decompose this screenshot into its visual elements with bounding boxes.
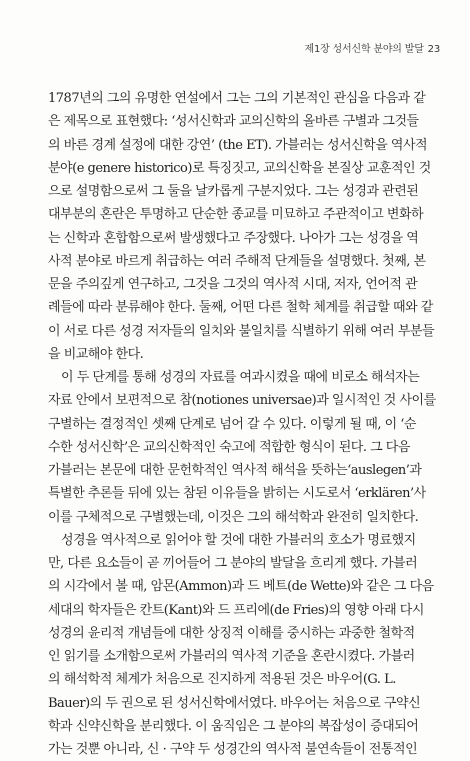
text-line: 이 서로 다른 성경 저자들의 일치와 불일치를 식별하기 위해 여러 부분들 (48, 323, 435, 339)
text-line: 수한 성서신학’은 교의신학적인 숙고에 적합한 형식이 된다. 그 다음 (48, 439, 410, 455)
text-line: 가는 것뿐 아니라, 신 · 구약 두 성경간의 역사적 불연속들이 전통적인 (48, 742, 418, 757)
text-line: 는 신학과 혼합함으로써 발생했다고 주장했다. 나아가 그는 성경을 역 (48, 230, 419, 246)
text-line: 만, 다른 요소들이 곧 끼어들어 그 분야의 발달을 흐리게 했다. 가블러 (48, 556, 418, 571)
text-line: 자료 안에서 보편적으로 참(notiones universae)과 일시적인 것 사이를 (48, 393, 436, 409)
chapter-title: 제1장 성서신학 분야의 발달 (304, 44, 424, 55)
paragraph-first-line: 성경을 역사적으로 읽어야 할 것에 대한 가블러의 호소가 명료했지 (61, 532, 416, 548)
text-line: 대부분의 혼란은 투명하고 단순한 종교를 미묘하고 주관적이고 변화하 (48, 207, 424, 223)
paragraph-first-line: 이 두 단계를 통해 성경의 자료를 여과시켰을 때에 비로소 해석자는 (61, 370, 420, 385)
text-line: 세대의 학자들은 칸트(Kant)와 드 프리에(de Fries)의 영향 아래 다시 (48, 602, 424, 618)
text-line: Bauer)의 두 권으로 된 성서신학에서였다. 바우어는 처음으로 구약신 (48, 695, 421, 711)
body-text (48, 87, 440, 761)
text-line: 의 해석학적 체계가 처음으로 진지하게 적용된 것은 바우어(G. L. (48, 672, 396, 688)
text-line: 1787년의 그의 유명한 연설에서 그는 그의 기본적인 관심을 다음과 같 (48, 91, 426, 106)
text-line: 례들에 따라 분류해야 한다. 둘째, 어떤 다른 철학 체계를 취급할 때와 같 (48, 300, 433, 316)
text-line: 분야(e genere historico)로 특징짓고, 교의신학을 본질상 교훈적인 것 (48, 160, 431, 176)
text-line: 문을 주의깊게 연구하고, 그것을 그것의 역사적 시대, 저자, 언어적 관 (48, 277, 418, 292)
running-head (305, 40, 441, 55)
text-line: 성경의 윤리적 개념들에 대한 상징적 이해를 중시하는 과중한 철학적 (48, 625, 415, 641)
text-line: 은 제목으로 표현했다: ‘성서신학과 교의신학의 올바른 구별과 그것들 (48, 114, 419, 130)
text-line: 을 비교해야 한다. (48, 346, 144, 362)
text-line: 특별한 추론들 뒤에 있는 참된 이유들을 밝히는 시도로서 ‘erklären’사 (48, 486, 426, 502)
text-line: 이를 구체적으로 구별했는데, 이것은 그의 해석학과 완전히 일치한다. (48, 509, 419, 525)
text-line: 으로 설명함으로써 그 둘을 날카롭게 구분지었다. 그는 성경과 관련된 (48, 184, 419, 199)
text-line: 의 바른 경계 설정에 대한 강연’ (the ET). 가블러는 성서신학을 역사적 (48, 137, 428, 153)
page-number: 23 (427, 44, 440, 55)
text-line: 가블러는 본문에 대한 문헌학적인 역사적 해석을 뜻하는‘auslegen’과 (48, 463, 422, 478)
text-line: 사적 분야로 바르게 취급하는 여러 주해적 단계들을 설명했다. 첫째, 본 (48, 253, 426, 269)
text-line: 인 읽기를 소개함으로써 가블러의 역사적 기준을 혼란시켰다. 가블러 (48, 649, 415, 664)
text-line: 의 시각에서 볼 때, 암몬(Ammon)과 드 베트(de Wette)와 같은 그 다음 (48, 579, 434, 595)
text-line: 학과 신약신학을 분리했다. 이 움직임은 그 분야의 복잡성이 증대되어 (48, 718, 419, 734)
text-line: 구별하는 결정적인 셋째 단계로 넘어 갈 수 있다. 이렇게 될 때, 이 ‘순 (48, 416, 416, 432)
